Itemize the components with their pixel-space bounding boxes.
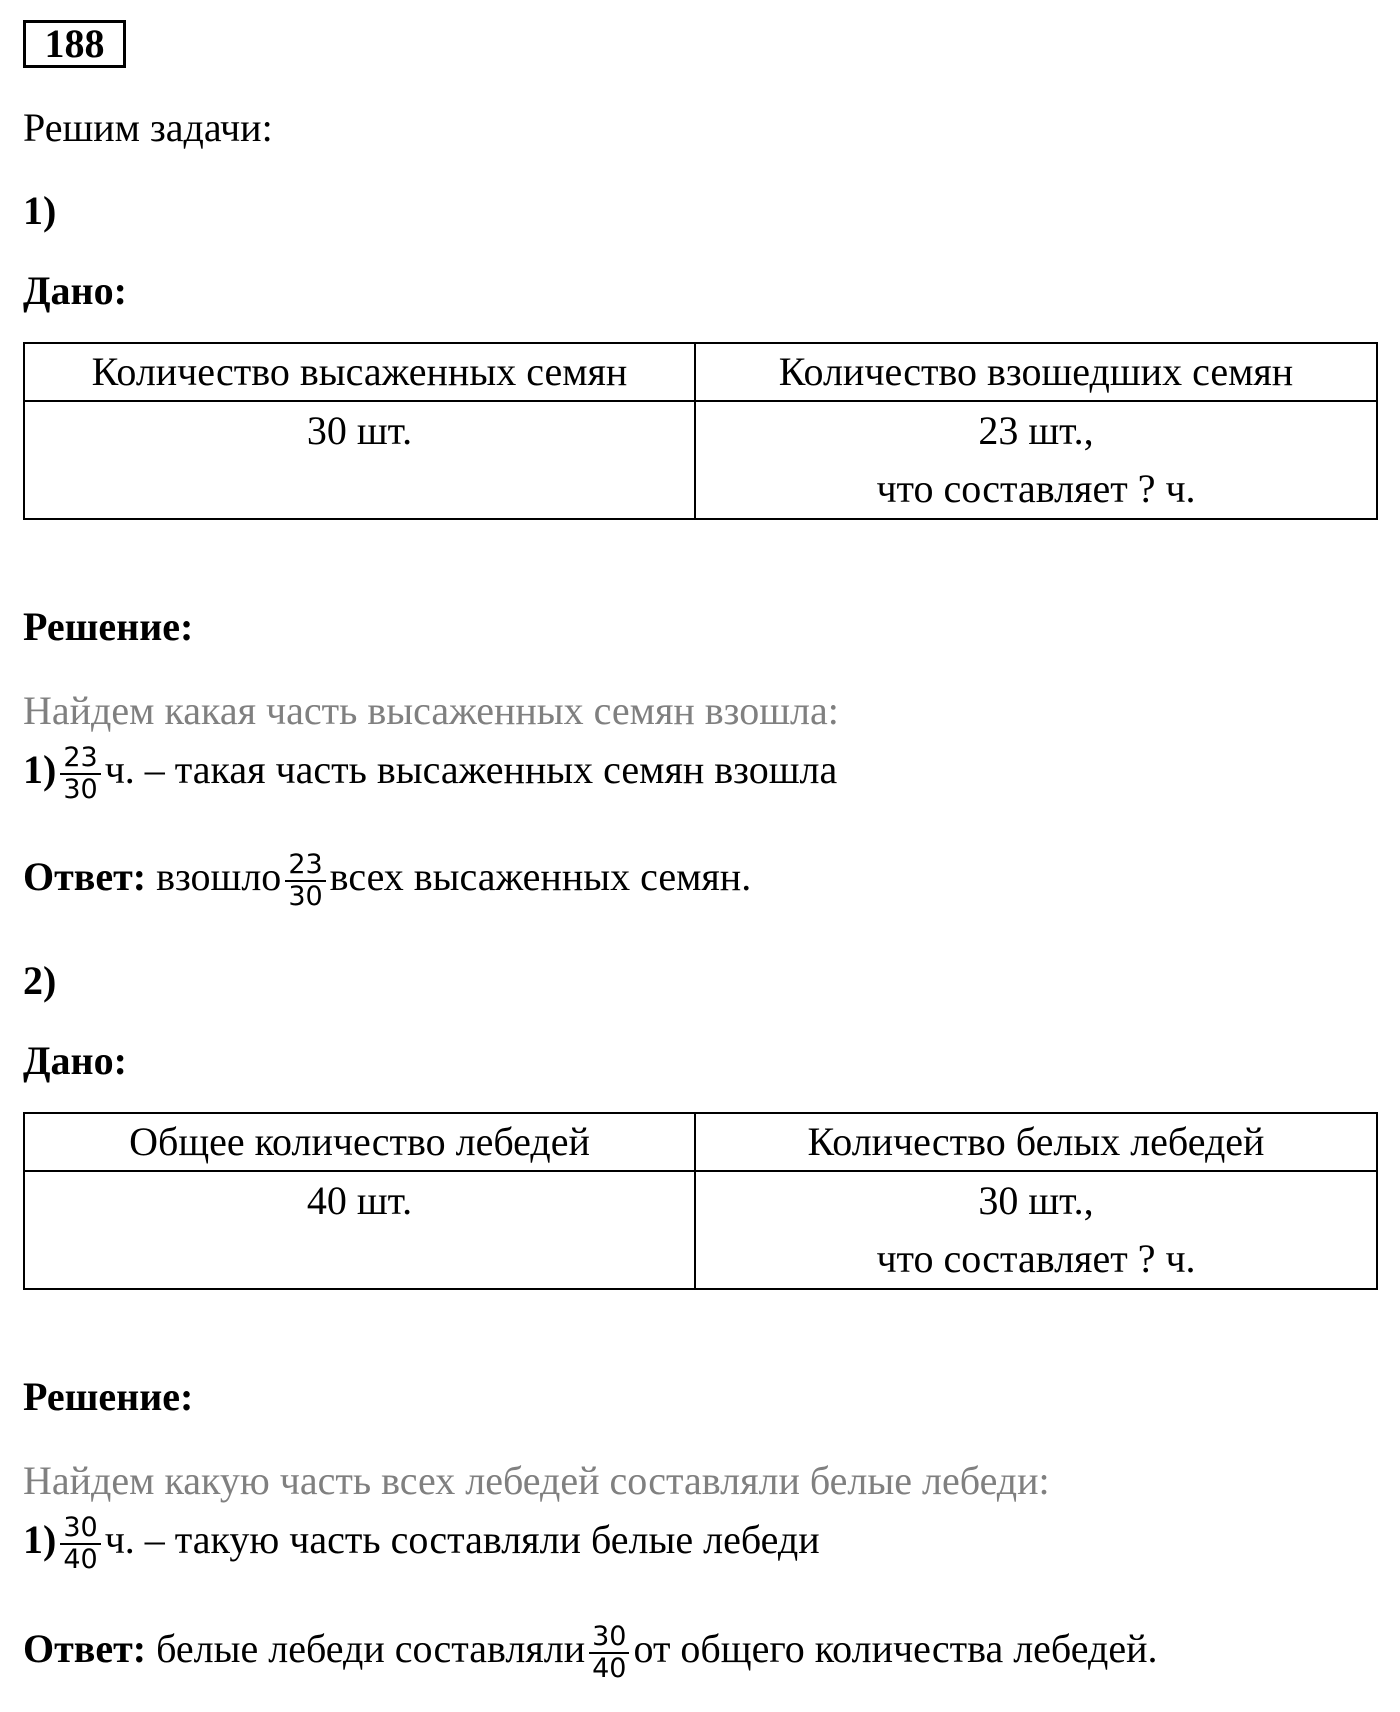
fraction-numerator: 30 [60, 1513, 100, 1545]
problem-1-given-table [23, 342, 1378, 520]
problem-2-hint: Найдем какую часть всех лебедей составляли белые лебеди: [23, 1458, 1050, 1503]
fraction [60, 743, 100, 805]
answer-text-after: всех высаженных семян. [329, 854, 752, 900]
answer-label: Ответ: [23, 1626, 147, 1672]
problem-2-given-label: Дано: [23, 1038, 127, 1083]
problem-2-step [23, 1513, 820, 1575]
step-text: ч. – такую часть составляли белые лебеди [104, 1517, 820, 1563]
table-value-cell: 30 шт. [24, 401, 695, 519]
problem-2-answer [23, 1622, 1157, 1684]
fraction-numerator: 23 [285, 850, 325, 882]
fraction [589, 1622, 629, 1684]
table-value-line: 30 шт., [978, 1178, 1094, 1223]
step-number: 1) [23, 1517, 57, 1563]
fraction-numerator: 30 [589, 1622, 629, 1654]
problem-1-given-label: Дано: [23, 268, 127, 313]
table-header-cell: Общее количество лебедей [24, 1113, 695, 1171]
problem-1-step [23, 743, 837, 805]
problem-2-given-table [23, 1112, 1378, 1290]
table-header-cell: Количество белых лебедей [695, 1113, 1377, 1171]
step-text: ч. – такая часть высаженных семян взошла [104, 747, 838, 793]
intro-text: Решим задачи: [23, 105, 273, 150]
fraction [285, 850, 325, 912]
fraction-denominator: 40 [63, 1544, 98, 1575]
table-value-cell [695, 1171, 1377, 1289]
problem-1-label: 1) [23, 188, 57, 233]
answer-text-before: взошло [156, 854, 282, 900]
table-value-line: что составляет ? ч. [876, 466, 1196, 511]
problem-1-hint: Найдем какая часть высаженных семян взошла: [23, 688, 839, 733]
table-value-cell: 40 шт. [24, 1171, 695, 1289]
problem-1-answer [23, 850, 751, 912]
answer-text-after: от общего количества лебедей. [633, 1626, 1158, 1672]
table-header-cell: Количество взошедших семян [695, 343, 1377, 401]
fraction-denominator: 40 [592, 1653, 627, 1684]
problem-2-solution-label: Решение: [23, 1374, 194, 1419]
problem-1-solution-label: Решение: [23, 604, 194, 649]
fraction-denominator: 30 [63, 774, 98, 805]
fraction [60, 1513, 100, 1575]
fraction-numerator: 23 [60, 743, 100, 775]
table-value-cell [695, 401, 1377, 519]
task-number: 188 [23, 20, 126, 68]
table-header-cell: Количество высаженных семян [24, 343, 695, 401]
fraction-denominator: 30 [288, 881, 323, 912]
answer-label: Ответ: [23, 854, 147, 900]
step-number: 1) [23, 747, 57, 793]
answer-text-before: белые лебеди составляли [156, 1626, 586, 1672]
table-value-line: 23 шт., [978, 408, 1094, 453]
problem-2-label: 2) [23, 958, 57, 1003]
table-value-line: что составляет ? ч. [876, 1236, 1196, 1281]
